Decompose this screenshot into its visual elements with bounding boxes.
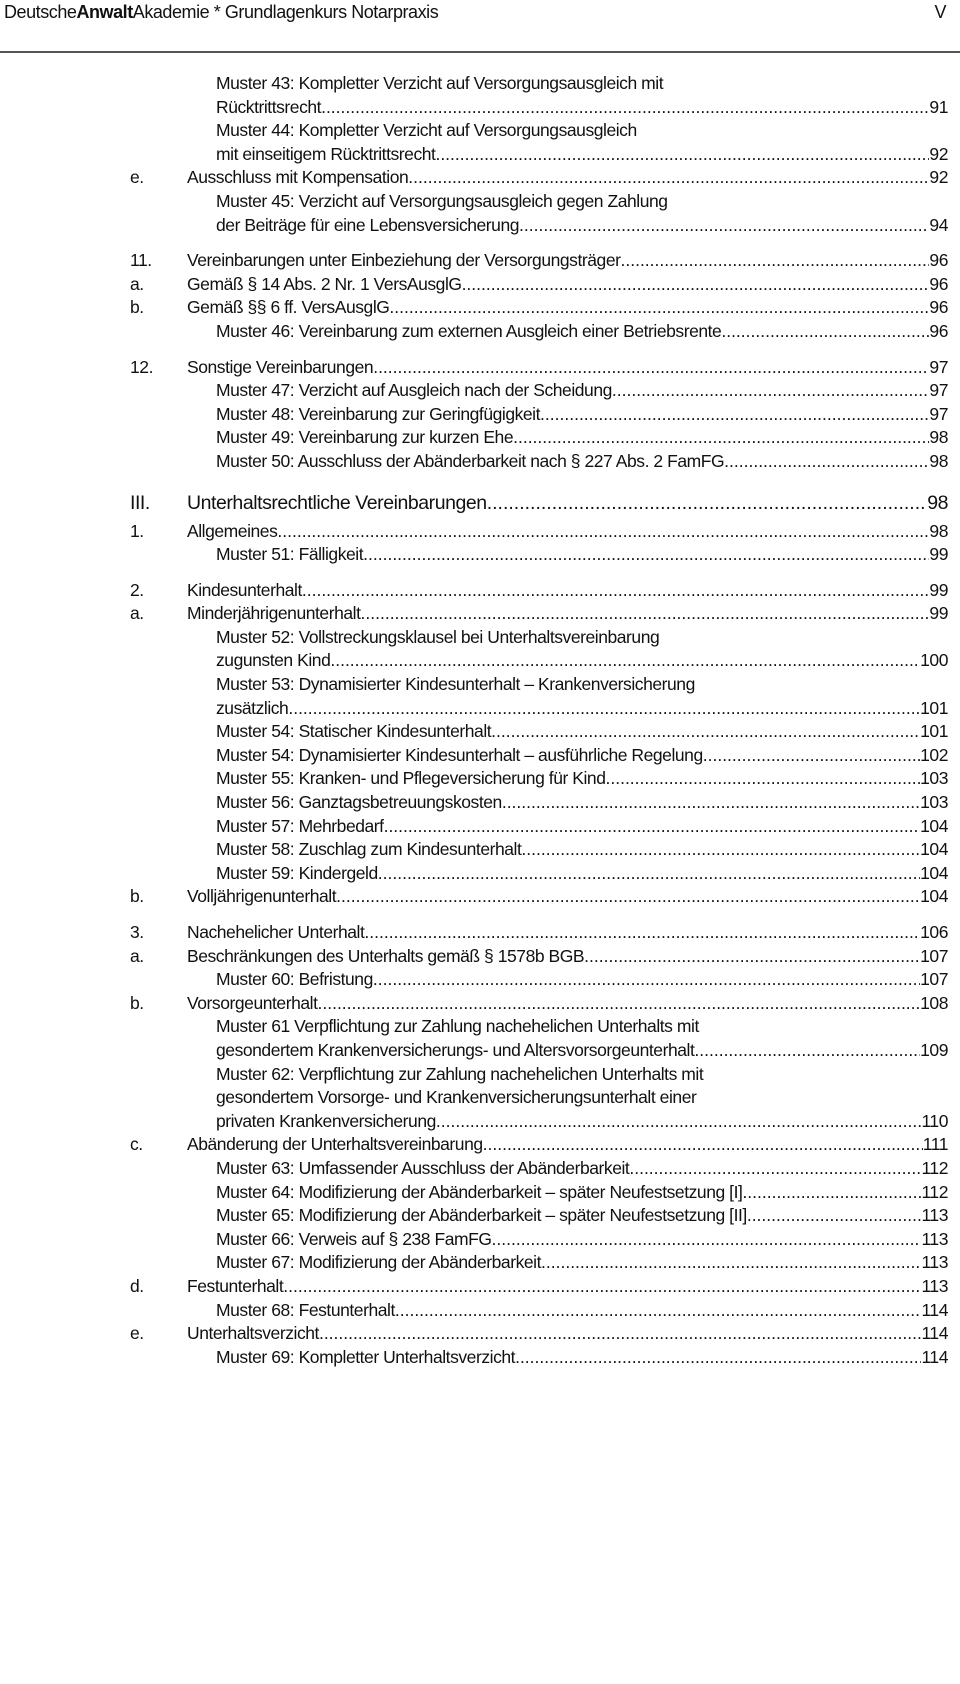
- toc-entry[interactable]: [0, 767, 960, 791]
- toc-entry[interactable]: [0, 1251, 960, 1275]
- dot-leader: [521, 838, 920, 862]
- toc-entry-title: Vereinbarungen unter Einbeziehung der Versorgungsträger: [187, 250, 621, 271]
- toc-page-number: 106: [920, 922, 948, 942]
- toc-entry-title: Volljährigenunterhalt: [187, 886, 337, 907]
- toc-entry[interactable]: [0, 968, 960, 992]
- toc-entry[interactable]: [0, 602, 960, 626]
- toc-entry-title: Muster 67: Modifizierung der Abänderbarkeit: [216, 1252, 542, 1273]
- dot-leader: [487, 490, 928, 516]
- dot-leader: [319, 1322, 921, 1346]
- toc-entry-title: Muster 46: Vereinbarung zum externen Ausgleich einer Betriebsrente: [216, 320, 722, 341]
- toc-entry[interactable]: [0, 885, 960, 909]
- toc-entry-title: Muster 63: Umfassender Ausschluss der Abänderbarkeit: [216, 1157, 630, 1178]
- toc-page-number: 109: [920, 1039, 948, 1060]
- toc-entry[interactable]: [0, 379, 960, 403]
- toc-entry[interactable]: [0, 1322, 960, 1346]
- toc-page-number: 98: [929, 520, 948, 541]
- toc-entry-title: gesondertem Vorsorge- und Krankenversicherungsunterhalt einer: [216, 1087, 697, 1108]
- dot-leader: [584, 945, 920, 969]
- toc-entry-title: Gemäß §§ 6 ff. VersAusglG: [187, 297, 390, 318]
- toc-entry-number: 2.: [130, 579, 144, 600]
- toc-entry-title: Muster 54: Dynamisierter Kindesunterhalt – ausführliche Regelung: [216, 744, 703, 765]
- toc-entry-number: 1.: [130, 520, 144, 541]
- dot-leader: [361, 602, 930, 626]
- toc-page-number: 99: [929, 603, 948, 624]
- toc-entry[interactable]: [0, 426, 960, 450]
- toc-entry-number: e.: [130, 1323, 144, 1344]
- toc-entry[interactable]: [0, 862, 960, 886]
- toc-entry-title: Muster 61 Verpflichtung zur Zahlung nachehelichen Unterhalts mit: [216, 1016, 699, 1037]
- toc-entry-title: Muster 54: Statischer Kindesunterhalt: [216, 721, 492, 742]
- dot-leader: [513, 426, 929, 450]
- toc-entry-title: Unterhaltsverzicht: [187, 1323, 319, 1344]
- toc-page-number: 113: [921, 1205, 948, 1226]
- toc-page-number: 114: [921, 1323, 948, 1344]
- toc-entry-title: Muster 55: Kranken- und Pflegeversicherung für Kind: [216, 768, 606, 789]
- toc-page-number: 108: [920, 992, 948, 1013]
- dot-leader: [363, 543, 929, 567]
- toc-page-number: 99: [929, 579, 948, 600]
- dot-leader: [395, 1299, 922, 1323]
- toc-entry[interactable]: [0, 673, 960, 720]
- toc-page-number: 104: [920, 862, 948, 883]
- dot-leader: [703, 744, 920, 768]
- toc-entry-number: III.: [130, 491, 150, 514]
- toc-entry[interactable]: [0, 1346, 960, 1370]
- toc-page-number: 104: [920, 886, 948, 907]
- toc-entry-title: der Beiträge für eine Lebensversicherung: [216, 214, 520, 235]
- dot-leader: [483, 1133, 923, 1157]
- dot-leader: [606, 767, 921, 791]
- toc-entry-number: d.: [130, 1275, 144, 1296]
- toc-page-number: 112: [921, 1157, 948, 1178]
- toc-page-number: 92: [929, 167, 948, 188]
- page-number: V: [934, 2, 946, 22]
- dot-leader: [288, 697, 920, 721]
- toc-entry[interactable]: [0, 119, 960, 166]
- toc-page-number: 113: [921, 1228, 948, 1249]
- dot-leader: [621, 249, 930, 273]
- dot-leader: [491, 720, 920, 744]
- toc-page-number: 114: [921, 1346, 948, 1367]
- toc-entry-title: Beschränkungen des Unterhalts gemäß § 1578b BGB: [187, 945, 585, 966]
- toc-entry[interactable]: [0, 1157, 960, 1181]
- toc-page-number: 100: [920, 650, 948, 671]
- dot-leader: [330, 649, 920, 673]
- toc-entry-title: Kindesunterhalt: [187, 579, 302, 600]
- toc-entry[interactable]: [0, 403, 960, 427]
- toc-entry[interactable]: [0, 838, 960, 862]
- toc-entry-title: Muster 58: Zuschlag zum Kindesunterhalt: [216, 839, 522, 860]
- toc-page-number: 103: [920, 768, 948, 789]
- toc-entry-title: zugunsten Kind: [216, 650, 331, 671]
- dot-leader: [502, 791, 920, 815]
- dot-leader: [462, 273, 930, 297]
- toc-page-number: 98: [929, 427, 948, 448]
- toc-entry-title: Muster 44: Kompletter Verzicht auf Versorgungsausgleich: [216, 120, 637, 141]
- toc-entry-title: gesondertem Krankenversicherungs- und Altersvorsorgeunterhalt: [216, 1039, 695, 1060]
- toc-entry-title: Muster 48: Vereinbarung zur Geringfügigkeit: [216, 403, 541, 424]
- toc-page-number: 112: [921, 1181, 948, 1202]
- dot-leader: [721, 320, 929, 344]
- toc-entry[interactable]: [0, 1228, 960, 1252]
- toc-entry[interactable]: [0, 1275, 960, 1299]
- toc-entry-number: a.: [130, 945, 144, 966]
- toc-entry-title: Muster 50: Ausschluss der Abänderbarkeit nach § 227 Abs. 2 FamFG: [216, 450, 725, 471]
- toc-entry-title: Nachehelicher Unterhalt: [187, 922, 365, 942]
- toc-entry[interactable]: [0, 791, 960, 815]
- toc-page-number: 92: [929, 143, 948, 164]
- header-title: Akademie * Grundlagenkurs Notarpraxis: [132, 2, 439, 22]
- toc-page-number: 103: [920, 792, 948, 813]
- dot-leader: [742, 1181, 921, 1205]
- toc-page-number: 104: [920, 815, 948, 836]
- toc-page-number: 104: [920, 839, 948, 860]
- toc-entry-title: Muster 60: Befristung: [216, 969, 373, 990]
- toc-entry-title: Unterhaltsrechtliche Vereinbarungen: [187, 491, 487, 514]
- toc-page-number: 98: [929, 450, 948, 471]
- toc-entry-title: Muster 59: Kindergeld: [216, 862, 378, 883]
- toc-page-number: 97: [929, 380, 948, 401]
- toc-page-number: 107: [920, 969, 948, 990]
- dot-leader: [384, 815, 921, 839]
- toc-entry-title: Muster 57: Mehrbedarf: [216, 815, 384, 836]
- toc-entry[interactable]: [0, 992, 960, 1016]
- toc-page-number: 96: [929, 320, 948, 341]
- dot-leader: [612, 379, 930, 403]
- toc-entry[interactable]: [0, 626, 960, 673]
- dot-leader: [321, 96, 929, 120]
- dot-leader: [336, 885, 920, 909]
- dot-leader: [364, 921, 920, 945]
- toc-page-number: 113: [921, 1275, 948, 1296]
- brand-bold: Anwalt: [76, 2, 133, 22]
- toc-page-number: 97: [929, 403, 948, 424]
- toc-entry-title: Festunterhalt: [187, 1275, 284, 1296]
- dot-leader: [724, 450, 929, 474]
- toc-entry-title: Sonstige Vereinbarungen: [187, 356, 374, 377]
- toc-entry-number: b.: [130, 886, 144, 907]
- toc-entry-title: Minderjährigenunterhalt: [187, 603, 361, 624]
- toc-entry-title: Abänderung der Unterhaltsvereinbarung: [187, 1134, 483, 1155]
- toc-entry[interactable]: [0, 579, 960, 603]
- toc-entry[interactable]: [0, 1133, 960, 1157]
- toc-page-number: 94: [929, 214, 948, 235]
- toc-entry[interactable]: [0, 356, 960, 380]
- toc-page-number: 98: [927, 491, 948, 514]
- toc-entry[interactable]: [0, 921, 960, 945]
- dot-leader: [492, 1228, 922, 1252]
- toc-entry[interactable]: [0, 450, 960, 474]
- toc-entry-title: Muster 65: Modifizierung der Abänderbarkeit – später Neufestsetzung [II]: [216, 1205, 747, 1226]
- toc-entry-title: Vorsorgeunterhalt: [187, 992, 318, 1013]
- dot-leader: [436, 1110, 922, 1134]
- dot-leader: [694, 1039, 920, 1063]
- toc-entry-title: Muster 68: Festunterhalt: [216, 1299, 395, 1320]
- toc-entry[interactable]: [0, 72, 960, 119]
- toc-entry-title: Muster 45: Verzicht auf Versorgungsausgleich gegen Zahlung: [216, 190, 668, 211]
- toc-page-number: 113: [921, 1252, 948, 1273]
- toc-entry-number: 3.: [130, 922, 144, 942]
- toc-page-number: 114: [921, 1299, 948, 1320]
- dot-leader: [435, 143, 929, 167]
- toc-page-number: 101: [920, 697, 948, 718]
- toc-page-number: 96: [929, 250, 948, 271]
- toc-entry[interactable]: [0, 1063, 960, 1134]
- toc-page-number: 111: [922, 1134, 948, 1155]
- dot-leader: [389, 296, 929, 320]
- toc-entry-title: Muster 47: Verzicht auf Ausgleich nach der Scheidung: [216, 380, 612, 401]
- toc-entry-number: e.: [130, 167, 144, 188]
- dot-leader: [515, 1346, 921, 1370]
- toc-entry[interactable]: [0, 320, 960, 344]
- toc-entry[interactable]: [0, 190, 960, 237]
- toc-entry-title: Muster 56: Ganztagsbetreuungskosten: [216, 792, 502, 813]
- toc-entry[interactable]: [0, 945, 960, 969]
- toc-page-number: 101: [920, 721, 948, 742]
- toc-page-number: 96: [929, 273, 948, 294]
- dot-leader: [629, 1157, 921, 1181]
- toc-entry-title: Gemäß § 14 Abs. 2 Nr. 1 VersAusglG: [187, 273, 462, 294]
- toc-entry-title: Muster 49: Vereinbarung zur kurzen Ehe: [216, 427, 514, 448]
- toc-entry-number: a.: [130, 273, 144, 294]
- toc-entry[interactable]: [0, 720, 960, 744]
- running-header: [4, 2, 438, 23]
- toc-entry[interactable]: [0, 744, 960, 768]
- dot-leader: [540, 403, 929, 427]
- dot-leader: [277, 520, 929, 544]
- header-rule: [0, 51, 960, 53]
- toc-entry[interactable]: [0, 1181, 960, 1205]
- toc-entry-title: privaten Krankenversicherung: [216, 1110, 436, 1131]
- toc-entry-title: Muster 52: Vollstreckungsklausel bei Unterhaltsvereinbarung: [216, 626, 660, 647]
- table-of-contents: [0, 72, 960, 1369]
- toc-entry[interactable]: [0, 543, 960, 567]
- dot-leader: [373, 356, 929, 380]
- toc-page-number: 107: [920, 945, 948, 966]
- toc-entry[interactable]: [0, 520, 960, 544]
- toc-entry[interactable]: [0, 1299, 960, 1323]
- toc-entry[interactable]: [0, 1015, 960, 1062]
- toc-entry-title: Muster 66: Verweis auf § 238 FamFG: [216, 1228, 492, 1249]
- toc-page-number: 96: [929, 297, 948, 318]
- toc-entry-title: Allgemeines: [187, 520, 278, 541]
- toc-entry[interactable]: [0, 1204, 960, 1228]
- toc-page-number: 102: [920, 744, 948, 765]
- toc-entry[interactable]: [0, 273, 960, 297]
- toc-entry-number: b.: [130, 297, 144, 318]
- toc-entry-title: Muster 51: Fälligkeit: [216, 544, 364, 565]
- dot-leader: [318, 992, 921, 1016]
- dot-leader: [302, 579, 930, 603]
- dot-leader: [373, 968, 920, 992]
- toc-page-number: 97: [929, 356, 948, 377]
- toc-entry-title: Muster 43: Kompletter Verzicht auf Versorgungsausgleich mit: [216, 73, 664, 93]
- toc-entry[interactable]: [0, 815, 960, 839]
- toc-entry-title: zusätzlich: [216, 697, 289, 718]
- toc-entry[interactable]: [0, 166, 960, 190]
- dot-leader: [541, 1251, 921, 1275]
- toc-entry-number: c.: [130, 1134, 143, 1155]
- toc-entry-number: b.: [130, 992, 144, 1013]
- toc-entry-title: Muster 69: Kompletter Unterhaltsverzicht: [216, 1346, 516, 1367]
- toc-entry-title: Rücktrittsrecht: [216, 96, 322, 117]
- toc-entry-title: Muster 53: Dynamisierter Kindesunterhalt – Krankenversicherung: [216, 674, 695, 695]
- toc-entry-number: 12.: [130, 356, 153, 377]
- toc-entry-number: 11.: [130, 250, 152, 271]
- toc-entry[interactable]: [0, 249, 960, 273]
- toc-entry-title: Muster 64: Modifizierung der Abänderbarkeit – später Neufestsetzung [I]: [216, 1181, 743, 1202]
- toc-entry-number: a.: [130, 603, 144, 624]
- dot-leader: [283, 1275, 921, 1299]
- toc-entry-title: Muster 62: Verpflichtung zur Zahlung nachehelichen Unterhalts mit: [216, 1063, 704, 1084]
- toc-entry-title: mit einseitigem Rücktrittsrecht: [216, 143, 436, 164]
- dot-leader: [519, 214, 929, 238]
- dot-leader: [408, 166, 929, 190]
- dot-leader: [378, 862, 920, 886]
- dot-leader: [747, 1204, 922, 1228]
- toc-entry-title: Ausschluss mit Kompensation: [187, 167, 409, 188]
- toc-page-number: 91: [929, 96, 948, 117]
- brand-prefix: Deutsche: [4, 2, 77, 22]
- toc-entry[interactable]: [0, 296, 960, 320]
- toc-page-number: 110: [921, 1110, 948, 1131]
- toc-entry[interactable]: [0, 490, 960, 516]
- toc-page-number: 99: [929, 544, 948, 565]
